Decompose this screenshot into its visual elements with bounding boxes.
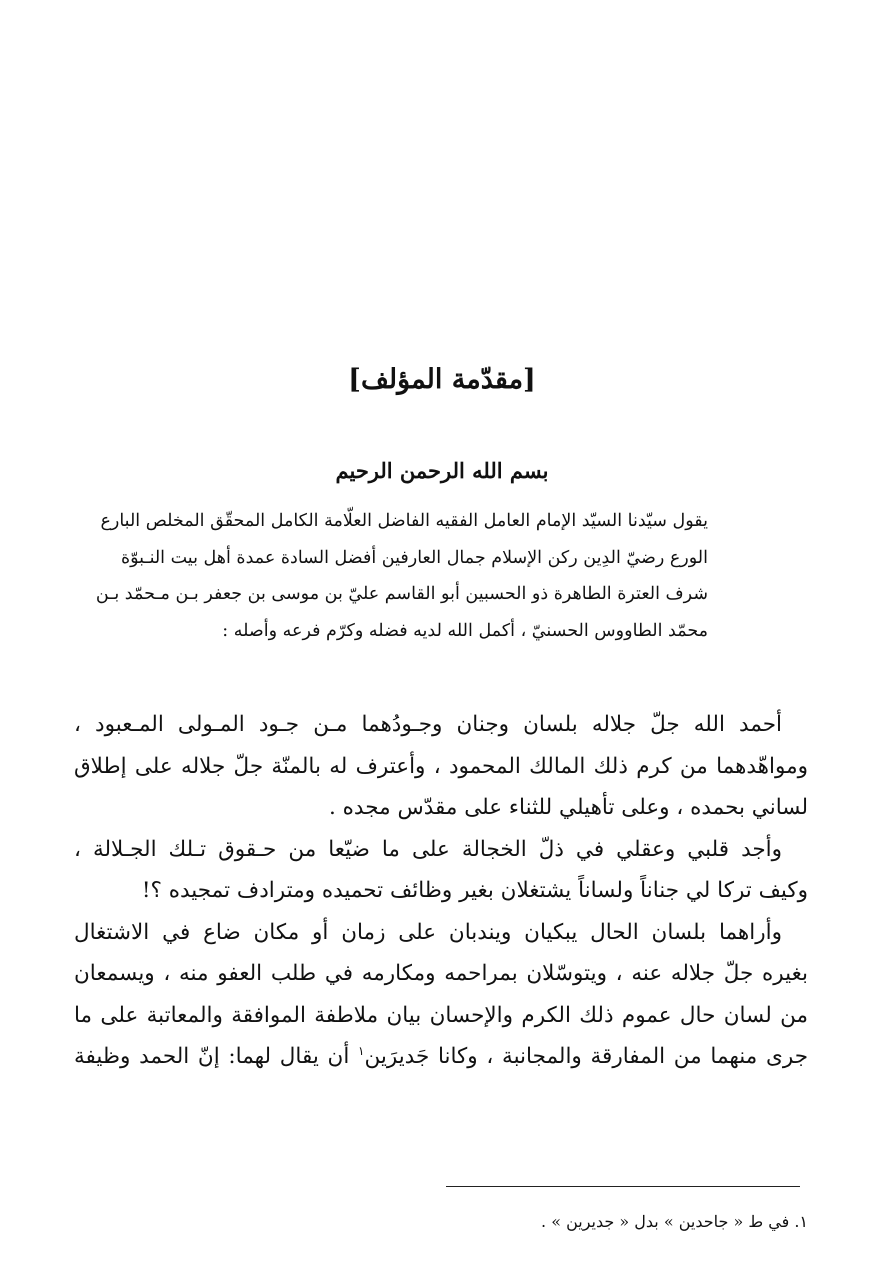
paragraph-line: وأجد قلبي وعقلي في ذلّ الخجالة على ما ضيّعا من حـقوق تـلك الجـلالة ، xyxy=(74,836,782,862)
paragraph-line: لساني بحمده ، وعلى تأهيلي للثناء على مقدّس مجده . xyxy=(329,795,808,820)
line-text: أن يقال لهما: إنّ الحمد وظيفة xyxy=(74,1044,359,1069)
footnote-marker: ١ xyxy=(358,1043,365,1058)
paragraph-line: أحمد الله جلّ جلاله بلسان وجنان وجـودُهما مـن جـود المـولى المـعبود ، xyxy=(74,712,783,737)
footnote-text: في ط « جاحدين » بدل « جديرين » . xyxy=(541,1212,790,1231)
paragraph-line: ومواهّدهما من كرم ذلك المالك المحمود ، وأعترف له بالمنّة جلّ جلاله على إطلاق xyxy=(74,753,808,779)
basmala-heading: بسم الله الرحمن الرحيم xyxy=(335,458,549,483)
footnote-number: ١. xyxy=(794,1212,808,1231)
paragraph-line-with-footnote xyxy=(74,1036,808,1078)
line-text: جرى منهما من المفارقة والمجانبة ، وكانا جَديرَين xyxy=(364,1044,808,1069)
author-introduction xyxy=(95,503,708,649)
page-title: [مقدّمة المؤلف] xyxy=(348,364,536,395)
intro-line: شرف العترة الطاهرة ذو الحسبين أبو القاسم عليّ بن موسى بن جعفر بـن مـحمّد بـن xyxy=(95,584,708,604)
paragraph-3 xyxy=(74,912,808,1078)
body-text xyxy=(74,704,808,1078)
intro-line: الورع رضيّ الدِين ركن الإسلام جمال العارفين أفضل السادة عمدة أهل بيت النـبوّة xyxy=(120,547,708,568)
footnote-divider xyxy=(446,1186,800,1187)
paragraph-1 xyxy=(74,704,808,829)
intro-line: يقول سيّدنا السيّد الإمام العامل الفقيه الفاضل العلّامة الكامل المحقّق المخلص البارع xyxy=(100,511,708,531)
intro-line: محمّد الطاووس الحسنيّ ، أكمل الله لديه فضله وكرّم فرعه وأصله : xyxy=(222,620,708,641)
paragraph-line: وكيف تركا لي جناناً ولساناً يشتغلان بغير وظائف تحميده ومترادف تمجيده ؟! xyxy=(141,878,808,903)
paragraph-line: بغيره جلّ جلاله عنه ، ويتوسّلان بمراحمه ومكارمه في طلب العفو منه ، ويسمعان xyxy=(74,961,808,986)
footnote xyxy=(88,1209,808,1235)
paragraph-2 xyxy=(74,829,808,912)
paragraph-line: وأراهما بلسان الحال يبكيان ويندبان على زمان أو مكان ضاع في الاشتغال xyxy=(74,919,782,945)
paragraph-line: من لسان حال عموم ذلك الكرم والإحسان بيان ملاطفة الموافقة والمعاتبة على ما xyxy=(74,1002,808,1028)
